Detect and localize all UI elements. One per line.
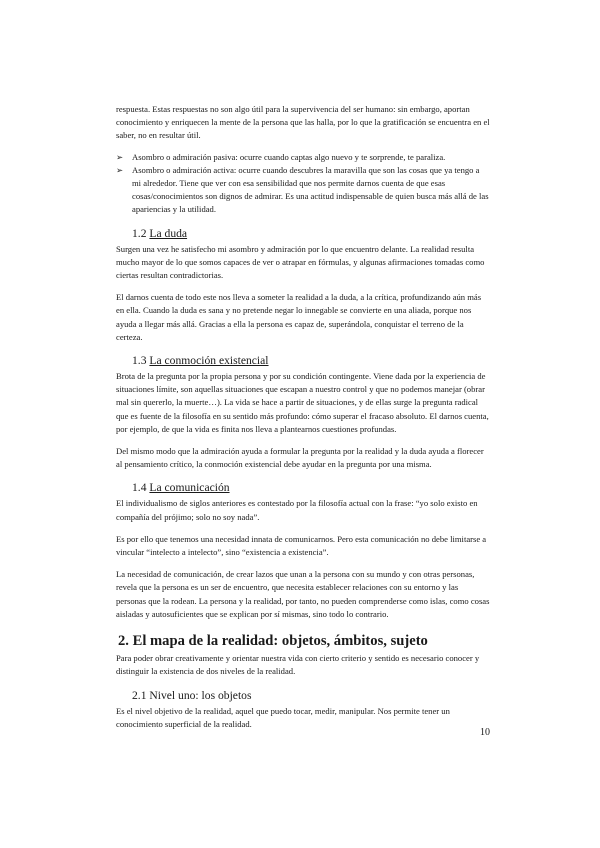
list-item: ➢ Asombro o admiración activa: ocurre cuando descubres la maravilla que son las cosas que ya tengo a mi alrededor. Tiene que ver con esa sensibilidad que nos permite darnos cuenta de que esas cosas/conocimientos son dignos de admirar. Es una actitud indispensable de quien busca más allá de las apariencias y la utilidad.	[116, 164, 489, 215]
duda-paragraph-2: El darnos cuenta de todo este nos lleva a someter la realidad a la duda, a la crítica, profundizando aún más en ella. Cuando la duda es sana y no pretende negar lo innegable se convierte en una aliada, porque nos ayuda a llegar más allá. Gracias a ella la persona es capaz de, superándola, conquistar el terreno de la certeza.	[116, 292, 482, 342]
arrow-bullet-icon: ➢	[116, 151, 124, 162]
document-page	[116, 103, 490, 731]
comunicacion-paragraph-3: La necesidad de comunicación, de crear lazos que unan a la persona con su mundo y con otras personas, revela que la persona es un ser de encuentro, que necesita establecer relaciones con su entorno y las personas que la rodean. La persona y la realidad, por tanto, no pueden comprenderse como islas, como cosas aisladas y autosuficientes que se explican por sí mismas, sino todo lo contrario.	[116, 569, 490, 619]
admiration-list	[116, 151, 490, 217]
section-heading-1-3: 1.3 La conmoción existencial	[132, 354, 269, 368]
duda-paragraph-1: Surgen una vez he satisfecho mi asombro y admiración por lo que encuentro delante. La realidad resulta mucho mayor de lo que somos capaces de ver o atrapar en fórmulas, y algunas afirmaciones tomadas como ciertas resultan contradictorias.	[116, 243, 485, 281]
section-heading-1-2: 1.2 La duda	[132, 226, 188, 240]
conmocion-paragraph-2: Del mismo modo que la admiración ayuda a formular la pregunta por la realidad y la duda ayuda a florecer al pensamiento crítico, la conmoción existencial debe ayudar en la pregunta por una misma.	[116, 446, 484, 470]
comunicacion-paragraph-2: Es por ello que tenemos una necesidad innata de comunicarnos. Pero esta comunicación no debe limitarse a vincular “intelecto a intelecto”, sino “existencia a existencia”.	[116, 533, 487, 558]
intro-paragraph: respuesta. Estas respuestas no son algo útil para la supervivencia del ser humano: sin embargo, aportan conocimiento y enriquecen la mente de la persona que las halla, por lo que la gratificación se encuentra en el saber, no en resultar útil.	[116, 104, 490, 141]
section-heading-2: 2. El mapa de la realidad: objetos, ámbitos, sujeto	[118, 633, 428, 650]
section-heading-2-1: 2.1 Nivel uno: los objetos	[132, 688, 252, 702]
mapa-paragraph-1: Para poder obrar creativamente y orientar nuestra vida con cierto criterio y sentido es necesario conocer y distinguir la existencia de dos niveles de la realidad.	[116, 653, 480, 677]
arrow-bullet-icon: ➢	[116, 164, 124, 175]
comunicacion-paragraph-1: El individualismo de siglos anteriores es contestado por la filosofía actual con la frase: “yo solo existo en compañía del prójimo; solo no soy nada”.	[116, 498, 478, 522]
list-item: ➢ Asombro o admiración pasiva: ocurre cuando captas algo nuevo y te sorprende, te paraliza.	[116, 151, 490, 164]
nivel-uno-paragraph: Es el nivel objetivo de la realidad, aquel que puedo tocar, medir, manipular. Nos permite tener un conocimiento superficial de la realidad.	[116, 705, 450, 729]
section-heading-1-4: 1.4 La comunicación	[132, 481, 230, 495]
conmocion-paragraph-1: Brota de la pregunta por la propia persona y por su condición contingente. Viene dada por la experiencia de situaciones límite, son aquellas situaciones que escapan a nuestro control y que no podemos manejar (obrar mal sin quererlo, la muerte…). La vida se hace a partir de situaciones, y de ellas surge la pregunta radical que es fuente de la filosofía en su sentido más profundo: cómo superar el fracaso absoluto. El darnos cuenta, por ejemplo, de que la vida es finita nos lleva a plantearnos cuestiones profundas.	[116, 371, 489, 434]
page-number: 10	[480, 727, 490, 738]
